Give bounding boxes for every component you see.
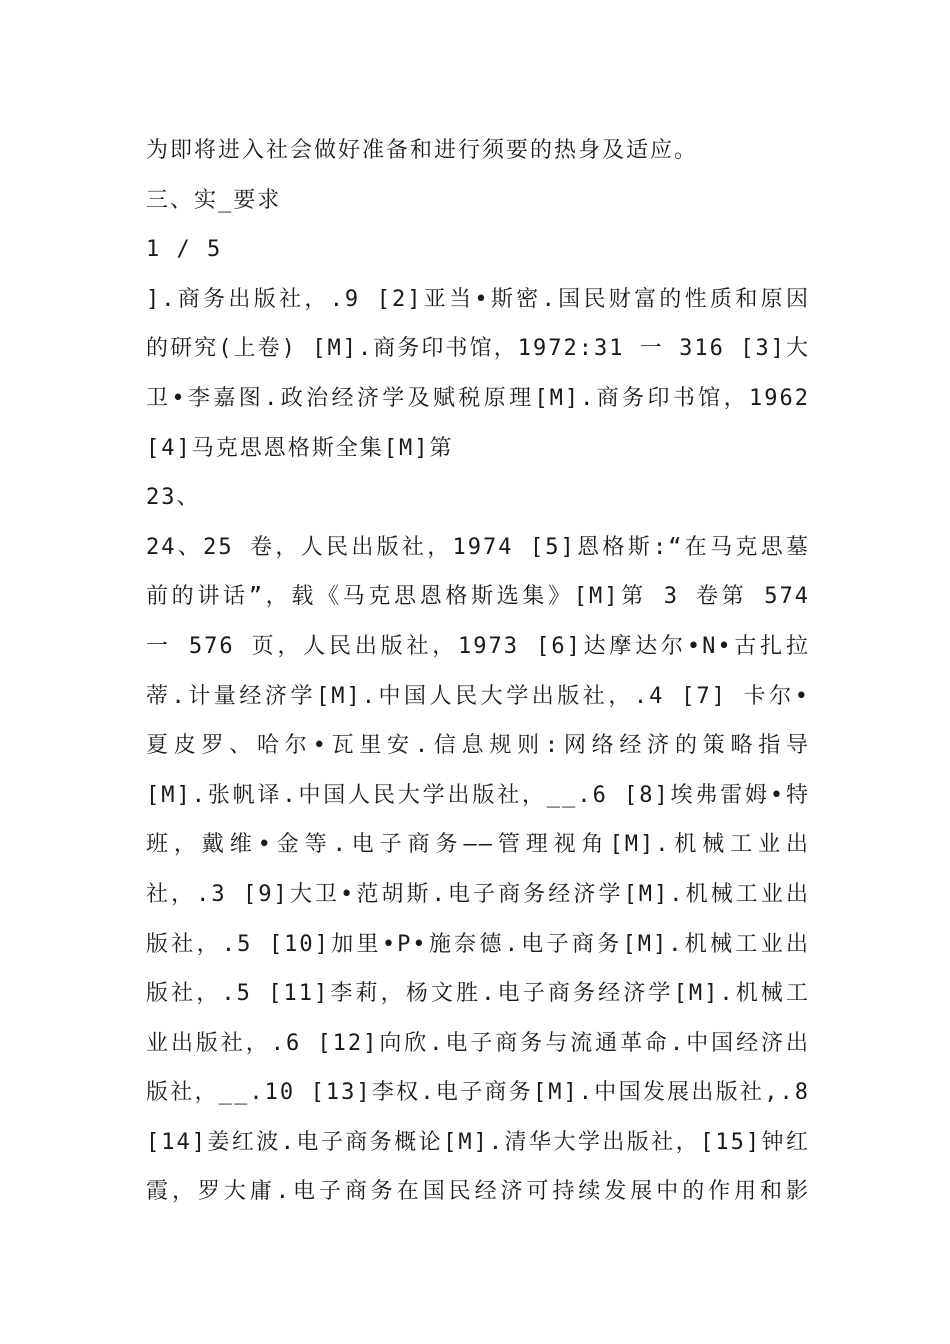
reference-line: 班，戴维•金等.电子商务——管理视角[M].机械工业出: [146, 832, 810, 858]
reference-line: 24、25 卷，人民出版社，1974 [5]恩格斯:“在马克思墓: [146, 534, 810, 560]
reference-line: 版社，__.10 [13]李权.电子商务[M].中国发展出版社,.8: [146, 1080, 810, 1106]
reference-line: 蒂.计量经济学[M].中国人民大学出版社，.4 [7] 卡尔•: [146, 683, 810, 709]
reference-line: 前的讲话”，载《马克思恩格斯选集》[M]第 3 卷第 574: [146, 584, 810, 610]
section-heading: 三、实_要求: [146, 187, 282, 213]
reference-line: 社，.3 [9]大卫•范胡斯.电子商务经济学[M].机械工业出: [146, 881, 810, 907]
reference-line: [14]姜红波.电子商务概论[M].清华大学出版社，[15]钟红: [146, 1129, 810, 1155]
reference-line: 夏皮罗、哈尔•瓦里安.信息规则:网络经济的策略指导: [146, 733, 810, 759]
reference-line: ].商务出版社，.9 [2]亚当•斯密.国民财富的性质和原因: [146, 286, 810, 312]
reference-line: 业出版社，.6 [12]向欣.电子商务与流通革命.中国经济出: [146, 1030, 810, 1056]
text-line: 为即将进入社会做好准备和进行须要的热身及适应。: [146, 138, 699, 163]
reference-line: [4]马克思恩格斯全集[M]第: [146, 435, 454, 461]
page-number: 1 / 5: [146, 237, 223, 263]
reference-line: 的研究(上卷) [M].商务印书馆，1972:31 一 316 [3]大: [146, 336, 810, 362]
reference-line: [M].张帆译.中国人民大学出版社，__.6 [8]埃弗雷姆•特: [146, 782, 810, 808]
reference-line: 版社，.5 [10]加里•P•施奈德.电子商务[M].机械工业出: [146, 931, 810, 957]
reference-line: 卫•李嘉图.政治经济学及赋税原理[M].商务印书馆，1962: [146, 385, 810, 411]
reference-line: 23、: [146, 485, 201, 511]
reference-line: 版社，.5 [11]李莉，杨文胜.电子商务经济学[M].机械工: [146, 981, 810, 1007]
reference-line: 一 576 页，人民出版社，1973 [6]达摩达尔•N•古扎拉: [146, 633, 810, 659]
document-body: [146, 126, 810, 1217]
reference-line: 霞，罗大庸.电子商务在国民经济可持续发展中的作用和影: [146, 1179, 810, 1205]
